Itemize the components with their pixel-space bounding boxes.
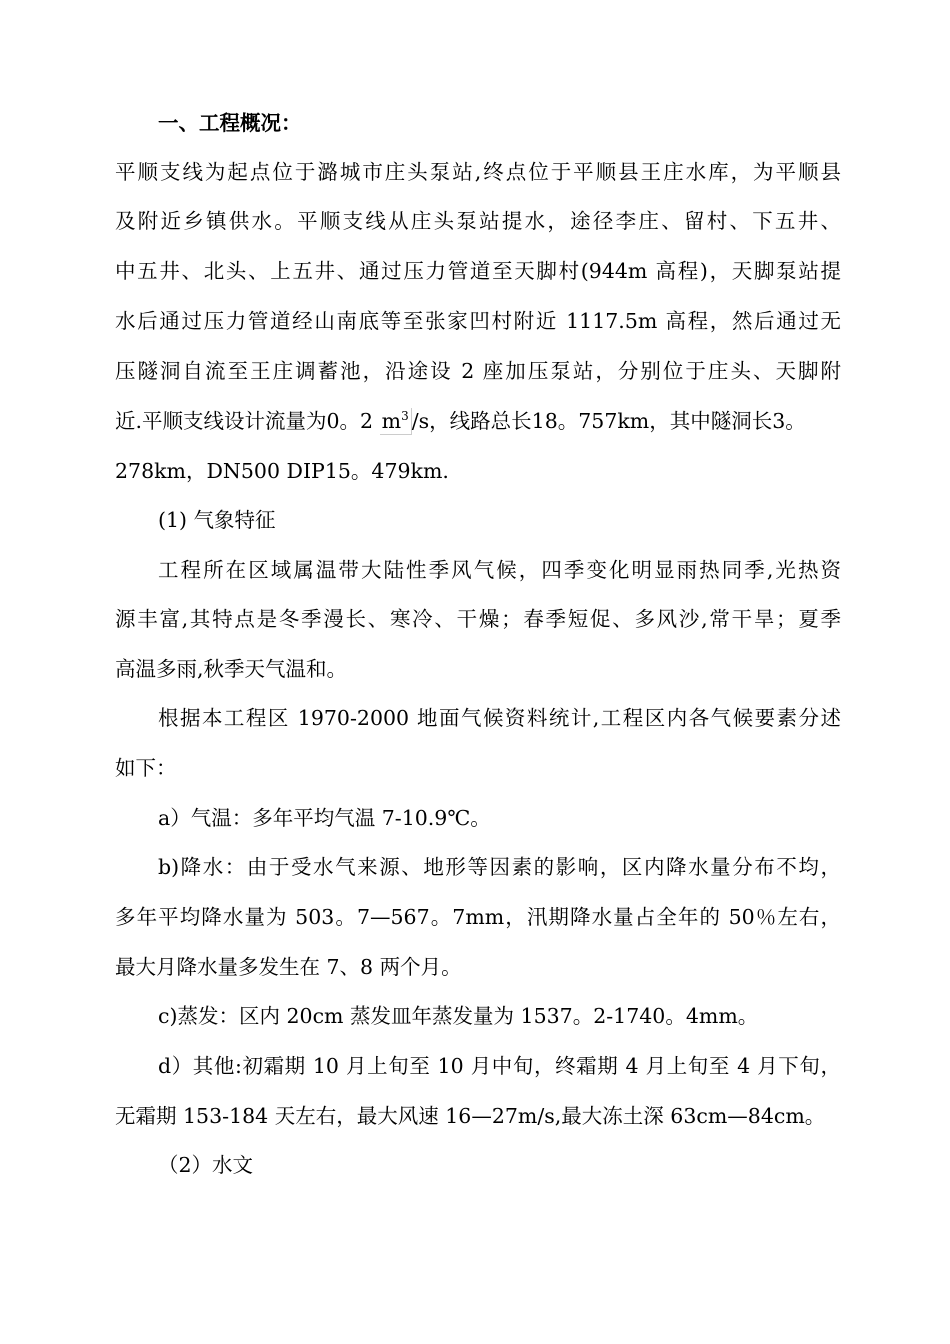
paragraph-line: 无霜期 153-184 天左右，最大风速 16—27m/s,最大冻土深 63cm—84cm。 [115, 1104, 826, 1128]
subsection-title-hydrology: （2）水文 [158, 1153, 254, 1177]
flow-rate-text: 近.平顺支线设计流量为0。2 [115, 409, 374, 433]
paragraph-line: 多年平均降水量为 503。7—567。7mm，汛期降水量占全年的 50％左右， [115, 905, 841, 929]
paragraph-line: 压隧洞自流至王庄调蓄池，沿途设 2 座加压泵站，分别位于庄头、天脚附 [115, 359, 841, 383]
route-length-text: /s，线路总长18。757km，其中隧洞长3。 [411, 409, 806, 433]
paragraph-line-flow-rate [115, 406, 841, 436]
subsection-title-climate: (1) 气象特征 [158, 508, 276, 532]
section-heading: 一、工程概况： [158, 111, 302, 135]
list-item-temperature: a）气温：多年平均气温 7-10.9℃。 [158, 806, 491, 830]
paragraph-line: 及附近乡镇供水。平顺支线从庄头泵站提水，途径李庄、留村、下五井、 [115, 209, 841, 233]
paragraph-line: 278km，DN500 DIP15。479km. [115, 459, 449, 483]
list-item-other: d）其他:初霜期 10 月上旬至 10 月中旬，终霜期 4 月上旬至 4 月下旬， [158, 1054, 841, 1078]
paragraph-line: 最大月降水量多发生在 7、8 两个月。 [115, 955, 462, 979]
paragraph-line: 工程所在区域属温带大陆性季风气候，四季变化明显雨热同季,光热资 [158, 558, 841, 582]
paragraph-line: 中五井、北头、上五井、通过压力管道至天脚村(944m 高程)，天脚泵站提 [115, 259, 841, 283]
paragraph-line: 平顺支线为起点位于潞城市庄头泵站,终点位于平顺县王庄水库，为平顺县 [115, 160, 841, 184]
paragraph-line: 水后通过压力管道经山南底等至张家凹村附近 1117.5m 高程，然后通过无 [115, 309, 841, 333]
paragraph-line: 根据本工程区 1970-2000 地面气候资料统计,工程区内各气候要素分述 [158, 706, 841, 730]
flow-unit: $m^3$ [380, 408, 412, 435]
paragraph-line: 如下： [115, 756, 177, 780]
list-item-evaporation: c)蒸发：区内 20cm 蒸发皿年蒸发量为 1537。2-1740。4mm。 [158, 1004, 759, 1028]
paragraph-line: 源丰富,其特点是冬季漫长、寒冷、干燥；春季短促、多风沙,常干旱；夏季 [115, 607, 841, 631]
list-item-precipitation: b)降水：由于受水气来源、地形等因素的影响，区内降水量分布不均， [158, 855, 841, 879]
paragraph-line: 高温多雨,秋季天气温和。 [115, 657, 348, 681]
